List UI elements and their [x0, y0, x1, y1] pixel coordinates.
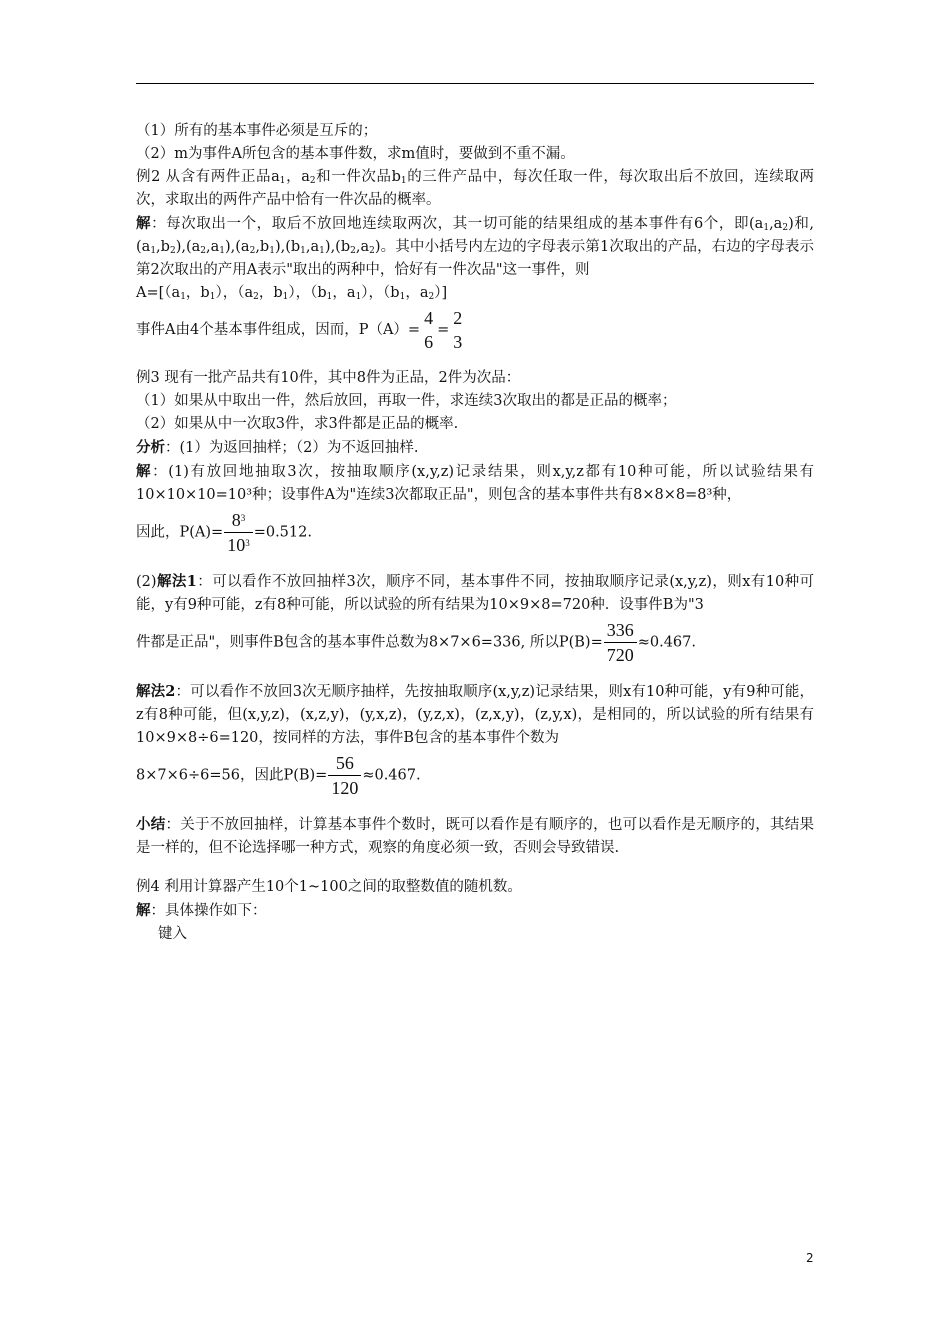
fraction-2-3: 2 3	[453, 308, 463, 352]
key-in-label: 键入	[158, 926, 187, 942]
document-body	[136, 120, 814, 946]
fraction-56-120: $\frac{56}{120}$	[328, 754, 361, 797]
example-3-q2: （2）如果从中一次取3件，求3件都是正品的概率.	[136, 416, 459, 432]
method-2-result: 8×7×6÷6=56，因此P(B)= $\frac{56}{120}$ ≈0.467.	[136, 753, 421, 798]
method-1-result: 件都是正品"，则事件B包含的基本事件总数为8×7×6=336, 所以P(B)= $\frac{336}{720}$ ≈0.467.	[136, 620, 696, 665]
analysis: 分析：(1）为返回抽样；（2）为不返回抽样.	[136, 439, 419, 456]
page-number: 2	[806, 1251, 814, 1265]
method-1: (2)解法1：可以看作不放回抽样3次，顺序不同，基本事件不同，按抽取顺序记录(x,y,z)，则x有10种可能，y有9种可能，z有8种可能，所以试验的所有结果为10×9×8=720种．设事件B为"3	[136, 573, 814, 613]
header-rule	[136, 83, 814, 84]
method-2: 解法2：可以看作不放回3次无顺序抽样，先按抽取顺序(x,y,z)记录结果，则x有10种可能，y有9种可能，z有8种可能，但(x,y,z)，(x,z,y)，(y,x,z)，(y,z,x)，(z,x,y)，(z,y,x)，是相同的，所以试验的所有结果有10×9×8÷6=120，按同样的方法，事件B包含的基本事件个数为	[136, 683, 814, 746]
example-3: 例3 现有一批产品共有10件，其中8件为正品，2件为次品：	[136, 370, 521, 386]
example-2: 例2 从含有两件正品$a_1$，$a_2$和一件次品$b_1$的三件产品中，每次任取一件，每次取出后不放回，连续取两次，求取出的两件产品中恰有一件次品的概率。	[136, 169, 814, 208]
fraction-8cube-10cube: $\frac{8^3}{10^3}$	[224, 511, 253, 554]
example-4: 例4 利用计算器产生10个1~100之间的取整数值的随机数。	[136, 879, 522, 895]
solution-4: 解：具体操作如下：	[136, 902, 267, 919]
solution-3: 解：(1)有放回地抽取3次，按抽取顺序(x,y,z)记录结果，则x,y,z都有10种可能，所以试验结果有10×10×10=10³种；设事件A为"连续3次都取正品"，则包含的基本事件共有8×8×8=8³种，	[136, 463, 814, 503]
note-1: （1）所有的基本事件必须是互斥的；	[136, 123, 378, 139]
example-3-q1: （1）如果从中取出一件，然后放回，再取一件，求连续3次取出的都是正品的概率；	[136, 393, 677, 409]
set-a: $A=[(a_1$，$b_1$），（$a_2$，$b_1$），（$b_1$，$a_1$），（$b_1$，$a_2$）]	[136, 285, 448, 302]
solution-2: 解：每次取出一个，取后不放回地连续取两次，其一切可能的结果组成的基本事件有6个，即$(a_1,a_2)$和$,(a_1,b_2),(a_2,a_1),(a_2,b_1),(b_1,a_1),(b_2,a_2)$。其中小括号内左边的字母表示第1次取出的产品，右边的字母表示第2次取出的产用A表示"取出的两种中，恰好有一件次品"这一事件，则	[136, 215, 815, 278]
fraction-336-720: $\frac{336}{720}$	[604, 621, 637, 664]
note-2: （2）m为事件A所包含的基本事件数，求m值时，要做到不重不漏。	[136, 146, 575, 162]
probability-a-result: 因此，P(A)= $\frac{8^3}{10^3}$ =0.512.	[136, 510, 312, 555]
fraction-4-6: 4 6	[424, 308, 434, 352]
probability-a-line: 事件A由4个基本事件组成，因而，P（A）= 4 6 = 2 3	[136, 309, 814, 351]
summary: 小结：关于不放回抽样，计算基本事件个数时，既可以看作是有顺序的，也可以看作是无顺序的，其结果是一样的，但不论选择哪一种方式，观察的角度必须一致，否则会导致错误.	[136, 816, 815, 856]
